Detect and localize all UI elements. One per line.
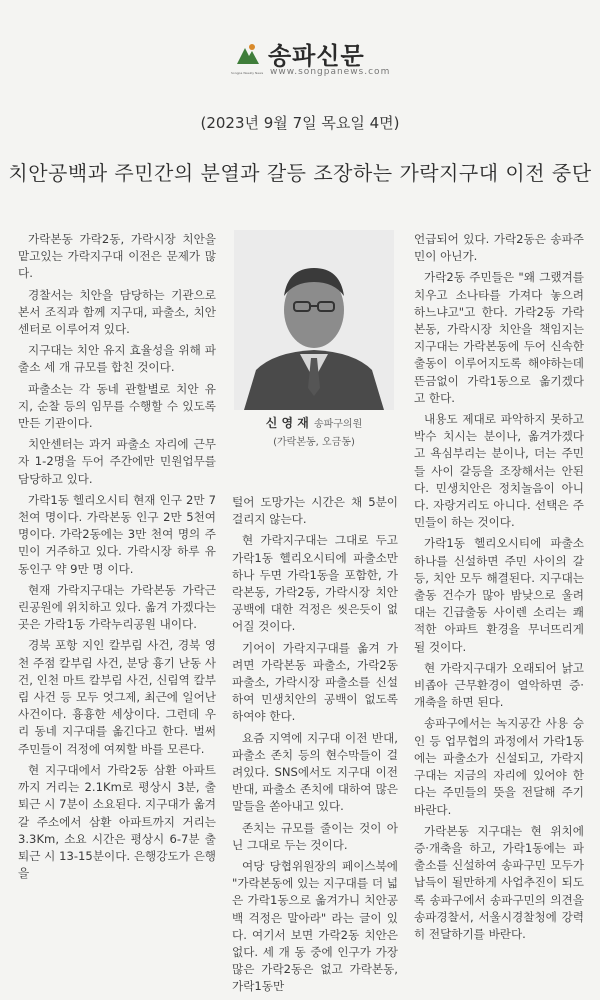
paragraph: 언급되어 있다. 가락2동은 송파주민이 아닌가. bbox=[414, 232, 584, 264]
paragraph: 현 가락지구대는 그대로 두고 가락1동 헬리오시티에 파출소만 하나 두면 가락1동을 포함한, 가락본동, 가락2동, 가락시장 치안 공백에 대한 걱정은 씻은듯이 없어질 것이다. bbox=[232, 533, 398, 634]
article-column-2 bbox=[232, 494, 398, 1000]
article-headline: 치안공백과 주민간의 분열과 갈등 조장하는 가락지구대 이전 중단 bbox=[8, 161, 592, 185]
paragraph: 요즘 지역에 지구대 이전 반대, 파출소 존치 등의 현수막들이 걸려있다. SNS에서도 지구대 이전 반대, 파출소 존치에 대하여 많은 말들을 쏟아내고 있다. bbox=[232, 730, 398, 814]
author-name: 신 영 재 bbox=[265, 416, 309, 430]
author-role: 송파구의원 bbox=[313, 419, 363, 430]
paragraph: 가락2동 주민들은 "왜 그랬겨를 치우고 소나타를 가져다 놓으려 하느냐고"고 한다. 가락2동 가락본동, 가락시장 치안을 책임지는 지구대는 가락본동에 두어 신속한 출동이 이루어지도록 해야하는데 뜬금없이 가락1동으로 옮기겠다고 한다. bbox=[414, 270, 584, 405]
author-photo bbox=[234, 230, 394, 410]
paragraph: 가락1동 헬리오시티에 파출소 하나를 신설하면 주민 사이의 갈등, 치안 모두 해결된다. 지구대는 출동 건수가 많아 밤낮으로 울려대는 긴급출동 사이렌 소리는 쾌적한 아파트 환경을 무너뜨리게 될 것이다. bbox=[414, 536, 584, 654]
paragraph: 존치는 규모를 줄이는 것이 아닌 그대로 두는 것이다. bbox=[232, 820, 398, 852]
paragraph: 치안센터는 과거 파출소 자리에 근무자 1-2명을 두어 주간에만 민원업무를 담당하고 있다. bbox=[18, 437, 216, 486]
paragraph: 가락본동 지구대는 현 위치에 증·개축을 하고, 가락1동에는 파출소를 신설하여 송파구민 모두가 납득이 될만하게 사업추진이 되도록 송파구에서 송파구민의 의견을 송파경찰서, 서울시경찰청에 강력히 전달하기를 바란다. bbox=[414, 823, 584, 941]
paragraph: 내용도 제대로 파악하지 못하고 박수 치시는 분이나, 옮겨가겠다고 욕심부리는 분이나, 더는 주민들 사이 갈등을 조장해서는 안된다. 민생치안은 정치놀음이 아니다. 자랑거리도 아니다. 선택은 주민들이 하는 것이다. bbox=[414, 412, 584, 530]
article-column-3 bbox=[414, 231, 584, 947]
paragraph: 여당 당협위원장의 페이스북에 "가락본동에 있는 지구대를 더 넓은 가락1동으로 옮겨가니 치안공백 걱정은 말아라" 라는 글이 있다. 여기서 보면 가락2동 치안은 없다. 세 개 동 중에 인구가 가장 많은 가락2동은 없고 가락본동, 가락1동만 bbox=[232, 859, 398, 994]
paragraph: 가락본동 가락2동, 가락시장 치안을 맡고있는 가락지구대 이전은 문제가 많다. bbox=[18, 232, 216, 281]
paragraph: 현 지구대에서 가락2동 삼환 아파트까지 거리는 2.1Km로 평상시 3분, 출퇴근 시 7분이 소요된다. 지구대가 옮겨갈 주소에서 삼환 아파트까지 거리는 3.3Km, 소요 시간은 평상시 6-7분 출퇴근 시 13-15분이다. 은행강도가 은행을 bbox=[18, 762, 216, 881]
logo-subtext: Songpa Weekly News bbox=[231, 71, 264, 75]
newspaper-logo-icon bbox=[235, 42, 261, 68]
paragraph: 경찰서는 치안을 담당하는 기관으로 본서 조직과 함께 지구대, 파출소, 치안센터로 이루어져 있다. bbox=[18, 287, 216, 337]
paragraph: 경북 포항 지인 칼부림 사건, 경북 영천 주점 칼부림 사건, 분당 흉기 난동 사건, 인천 마트 칼부림 사건, 신림역 칼부림 사건 등 모두 엇그제, 최근에 일어난 사건이다. 흉흉한 세상이다. 그런데 우리 동네 지구대를 옮긴다고 한다. 벌써 주민들이 걱정에 여찌할 바를 모른다. bbox=[18, 638, 216, 756]
author-portrait-icon bbox=[234, 230, 394, 410]
author-affiliation: (가락본동, 오금동) bbox=[273, 437, 355, 448]
newspaper-name: 송파신문 bbox=[268, 42, 365, 70]
paragraph: 파출소는 각 동네 관할별로 치안 유지, 순찰 등의 임무를 수행할 수 있도록 만든 기관이다. bbox=[18, 381, 216, 431]
newspaper-url: www.songpanews.com bbox=[270, 67, 391, 77]
publication-date: (2023년 9월 7일 목요일 4면) bbox=[200, 114, 400, 132]
paragraph: 현 가락지구대가 오래되어 낡고 비좁아 근무환경이 열악하면 증·개축을 하면 된다. bbox=[414, 660, 584, 710]
paragraph: 가락1동 헬리오시티 현재 인구 2만 7천여 명이다. 가락본동 인구 2만 5천여명이다. 가락2동에는 3만 천여 명의 주민이 거주하고 있다. 가락시장 하루 유동인구 약 9만 명 이다. bbox=[18, 492, 216, 576]
article-column-1 bbox=[18, 231, 216, 886]
paragraph: 현재 가락지구대는 가락본동 가락근린공원에 위치하고 있다. 옮겨 가겠다는 곳은 가락1동 가락누리공원 내이다. bbox=[18, 582, 216, 632]
paragraph: 송파구에서는 녹지공간 사용 승인 등 업무협의 과정에서 가락1동에는 파출소가 신설되고, 가락지구대는 지금의 자리에 있어야 한다는 주민들의 뜻을 전달해 주기 바란다. bbox=[414, 716, 584, 817]
author-caption bbox=[234, 412, 394, 448]
paragraph: 지구대는 치안 유지 효율성을 위해 파출소 세 개 규모를 합친 것이다. bbox=[18, 343, 216, 375]
masthead bbox=[0, 34, 600, 84]
paragraph: 기어이 가락지구대를 옮겨 가려면 가락본동 파출소, 가락2동 파출소, 가락시장 파출소를 신설하여 민생치안의 공백이 없도록 하여야 한다. bbox=[232, 640, 398, 724]
paragraph: 털어 도망가는 시간은 채 5분이 걸리지 않는다. bbox=[232, 495, 398, 527]
